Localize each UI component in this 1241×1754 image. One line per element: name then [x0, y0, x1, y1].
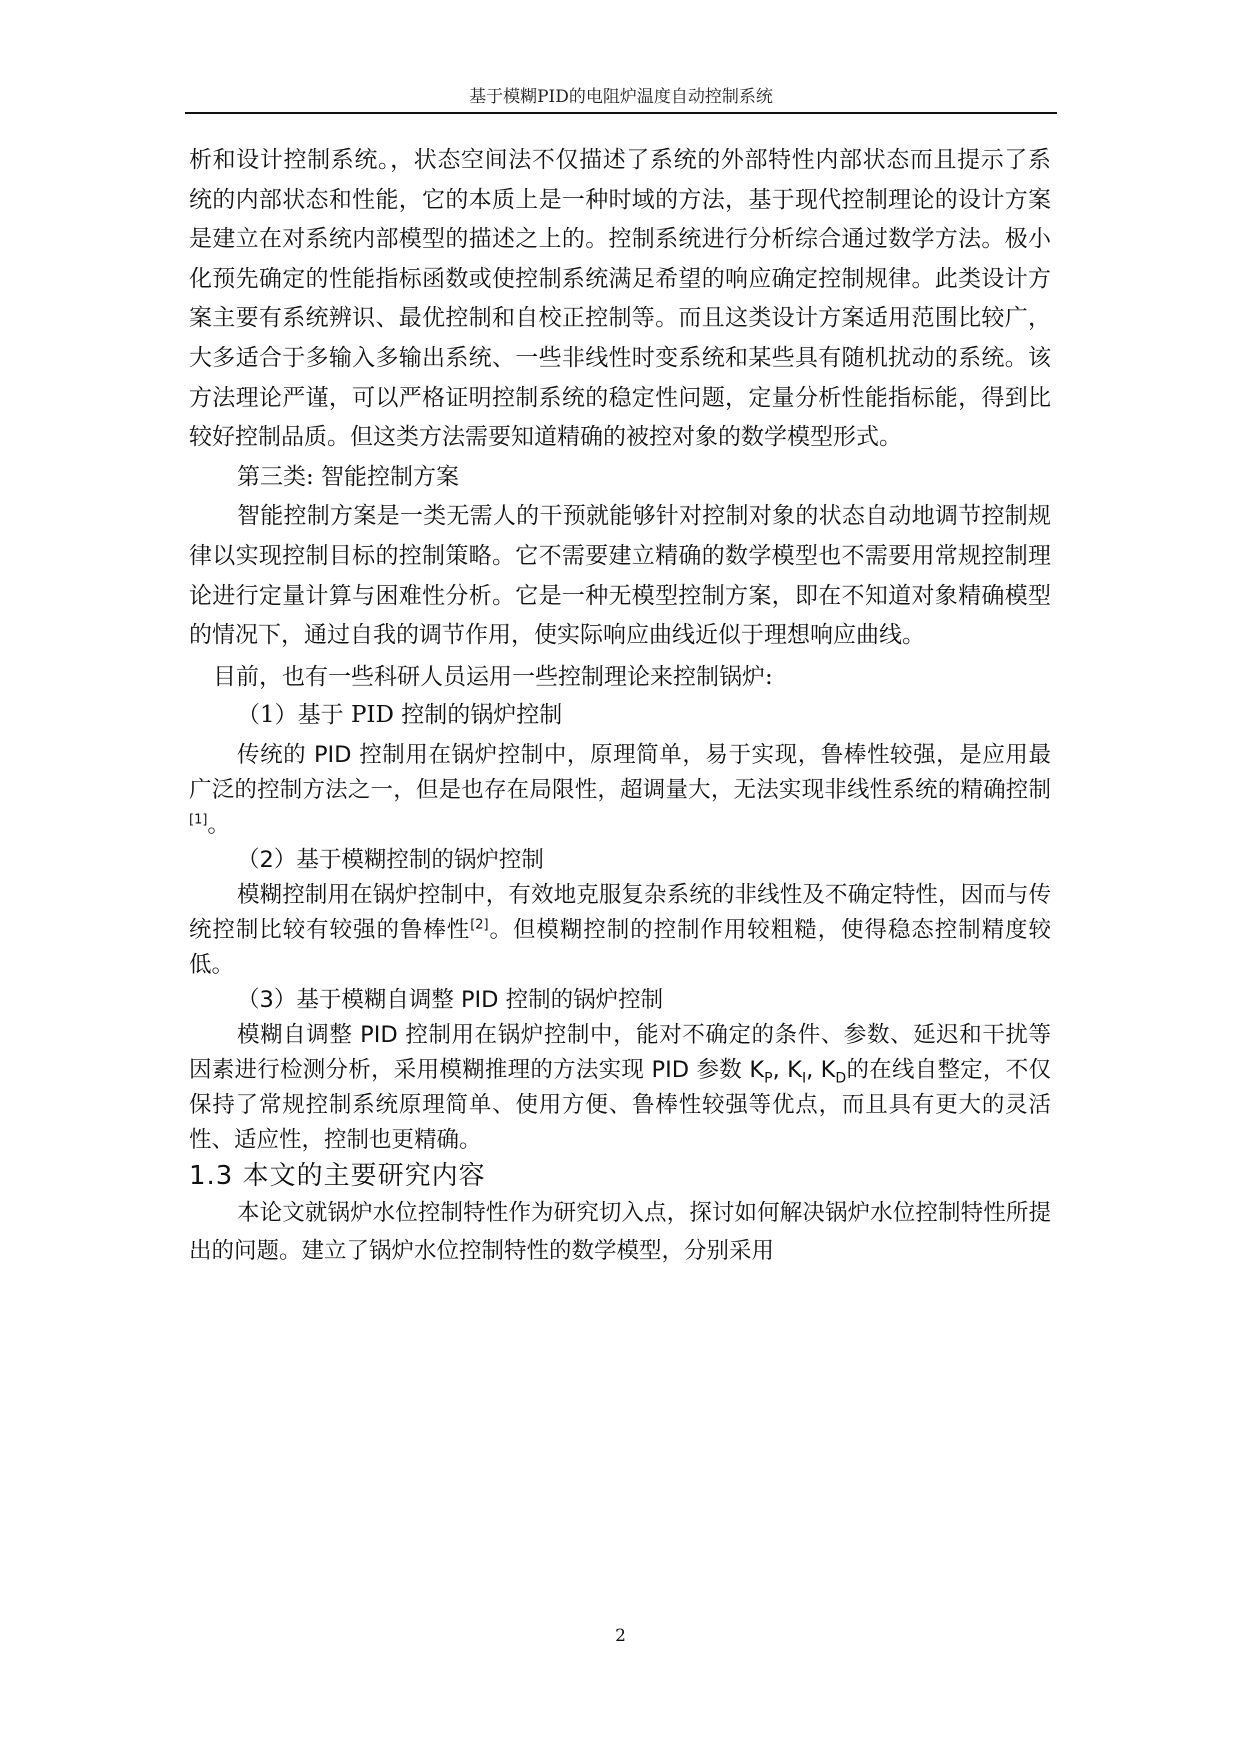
item1-title: （1）基于 PID 控制的锅炉控制 [237, 701, 563, 728]
paragraph-modern-control: 析和设计控制系统。，状态空间法不仅描述了系统的外部特性内部状态而且提示了系统的内部状态和性能，它的本质上是一种时域的方法，基于现代控制理论的设计方案是建立在对系统内部模型的描述之上的。控制系统进行分析综合通过数学方法。极小化预先确定的性能指标函数或使控制系统满足希望的响应确定控制规律。此类设计方案主要有系统辨识、最优控制和自校正控制等。而且这类设计方案适用范围比较广，大多适合于多输入多输出系统、一些非线性时变系统和某些具有随机扰动的系统。该方法理论严谨，可以严格证明控制系统的稳定性问题，定量分析性能指标能，得到比较好控制品质。但这类方法需要知道精确的被控对象的数学模型形式。 [189, 147, 1051, 451]
running-header: 基于模糊PID的电阻炉温度自动控制系统 [469, 87, 773, 107]
item2-title: （2）基于模糊控制的锅炉控制 [237, 846, 544, 873]
item1-text [189, 738, 1051, 843]
kd-subscript: D [835, 1070, 847, 1087]
item3-text [189, 1018, 1051, 1158]
item3-title: （3）基于模糊自调整 PID 控制的锅炉控制 [237, 986, 664, 1013]
citation-1: [1] [189, 812, 208, 828]
section-heading-1-3: 1.3 本文的主要研究内容 [189, 1160, 486, 1191]
paragraph-intelligent-control: 智能控制方案是一类无需人的干预就能够针对控制对象的状态自动地调节控制规律以实现控制目标的控制策略。它不需要建立精确的数学模型也不需要用常规控制理论进行定量计算与困难性分析。它是一种无模型控制方案，即在不知道对象精确模型的情况下，通过自我的调节作用，使实际响应曲线近似于理想响应曲线。 [189, 503, 1051, 649]
paragraph-research: 本论文就锅炉水位控制特性作为研究切入点，探讨如何解决锅炉水位控制特性所提出的问题。建立了锅炉水位控制特性的数学模型，分别采用 [189, 1199, 1051, 1264]
item3-body-a: 模糊自调整 PID 控制用在锅炉控制中，能对不确定的条件、参数、延迟和干扰等因素进行检测分析，采用模糊推理的方法实现 PID 参数 K [189, 1021, 1051, 1083]
item1-end: 。 [207, 811, 230, 838]
section-method-details [189, 738, 1051, 1158]
page-number: 2 [615, 1626, 626, 1646]
separator-1: , K [772, 1056, 802, 1083]
item1-body: 传统的 PID 控制用在锅炉控制中，原理简单，易于实现，鲁棒性较强，是应用最广泛的控制方法之一，但是也存在局限性，超调量大，无法实现非线性系统的精确控制 [189, 741, 1051, 803]
section-research-content [189, 1158, 1051, 1270]
citation-2: [2] [470, 917, 489, 933]
kp-subscript: P [764, 1070, 773, 1087]
item2-text [189, 878, 1051, 983]
section-boiler-methods [189, 658, 1051, 734]
item3-body-b: 的在线自整定，不仅保持了常规控制系统原理简单、使用方便、鲁棒性较强等优点，而且具有更大的灵活性、适应性，控制也更精确。 [189, 1056, 1051, 1153]
item2-body-a: 模糊控制用在锅炉控制中，有效地克服复杂系统的非线性及不确定特性，因而与传统控制比较有较强的鲁棒性 [189, 881, 1051, 943]
header-rule [185, 112, 1057, 114]
item2-body-b: 。但模糊控制的控制作用较粗糙，使得稳态控制精度较低。 [189, 916, 1051, 978]
page-body [189, 141, 1051, 1270]
paragraph-intro: 目前，也有一些科研人员运用一些控制理论来控制锅炉: [213, 663, 773, 690]
subheading-intelligent-control: 第三类: 智能控制方案 [237, 463, 460, 490]
section-control-schemes [189, 141, 1051, 656]
ki-subscript: I [801, 1070, 807, 1087]
separator-2: , K [806, 1056, 836, 1083]
